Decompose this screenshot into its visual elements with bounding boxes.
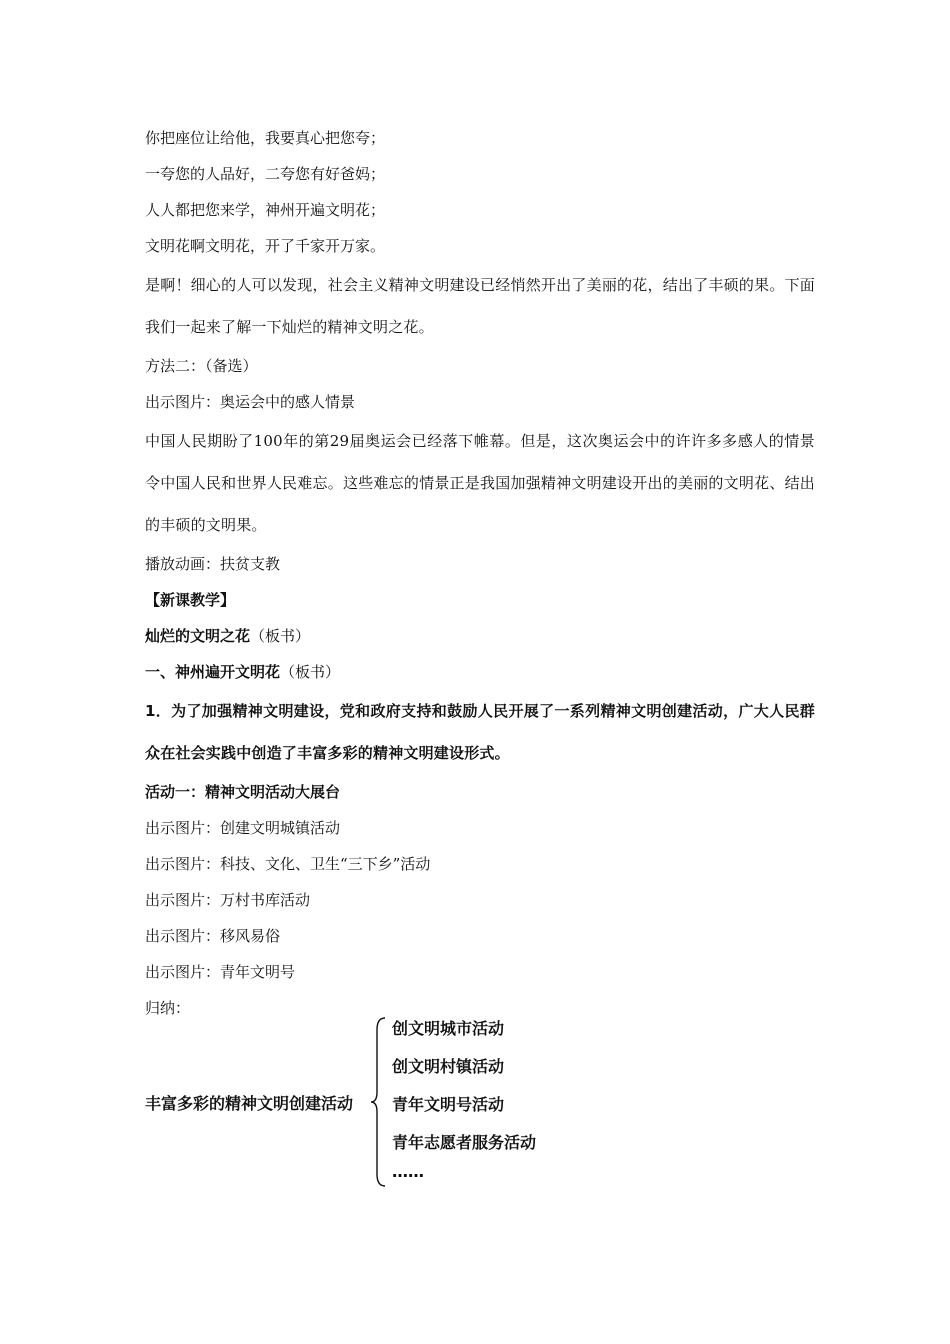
point-one: 1．为了加强精神文明建设，党和政府支持和鼓励人民开展了一系列精神文明创建活动，广大人民群众在社会实践中创造了丰富多彩的精神文明建设形式。 [145, 702, 815, 762]
section-one-text: 一、神州遍开文明花 [145, 663, 281, 681]
poem-line: 人人都把您来学，神州开遍文明花； [145, 201, 386, 219]
poem-line: 一夸您的人品好，二夸您有好爸妈； [145, 165, 386, 183]
show-item: 出示图片：青年文明号 [145, 963, 296, 981]
poem-line: 文明花啊文明花，开了千家开万家。 [145, 237, 386, 255]
diagram-branch: 青年志愿者服务活动 [392, 1133, 537, 1152]
section-one-note: （板书） [280, 663, 341, 681]
diagram-branch: 创文明村镇活动 [392, 1057, 505, 1076]
show-item: 出示图片：万村书库活动 [145, 891, 311, 909]
diagram-branch: …… [392, 1162, 424, 1181]
document-body [145, 120, 815, 1026]
show-item: 出示图片：移风易俗 [145, 927, 281, 945]
diagram-root: 丰富多彩的精神文明创建活动 [145, 1094, 354, 1113]
summary-label: 归纳： [145, 999, 191, 1017]
olympics-paragraph: 中国人民期盼了100年的第29届奥运会已经落下帷幕。但是，这次奥运会中的许许多多感人的情景令中国人民和世界人民难忘。这些难忘的情景正是我国加强精神文明建设开出的美丽的文明花、结出的丰硕的文明果。 [145, 432, 815, 534]
new-lesson-heading: 【新课教学】 [145, 591, 236, 609]
curly-brace-icon [369, 1016, 389, 1188]
activity-one: 活动一：精神文明活动大展台 [145, 783, 341, 801]
lesson-title-text: 灿烂的文明之花 [145, 627, 251, 645]
diagram-branch: 创文明城市活动 [392, 1019, 505, 1038]
show-item: 出示图片：科技、文化、卫生“三下乡”活动 [145, 855, 431, 873]
poem-line: 你把座位让给他，我要真心把您夸； [145, 129, 386, 147]
summary-diagram [145, 1010, 645, 1200]
show-item: 出示图片：创建文明城镇活动 [145, 819, 341, 837]
play-animation: 播放动画：扶贫支教 [145, 555, 281, 573]
show-olympics: 出示图片：奥运会中的感人情景 [145, 393, 356, 411]
intro-paragraph: 是啊！细心的人可以发现，社会主义精神文明建设已经悄然开出了美丽的花，结出了丰硕的果。下面我们一起来了解一下灿烂的精神文明之花。 [145, 276, 815, 336]
section-one-heading [145, 654, 815, 690]
diagram-branch: 青年文明号活动 [392, 1095, 505, 1114]
lesson-title-note: （板书） [250, 627, 311, 645]
lesson-title [145, 618, 815, 654]
method-two: 方法二：（备选） [145, 357, 258, 375]
